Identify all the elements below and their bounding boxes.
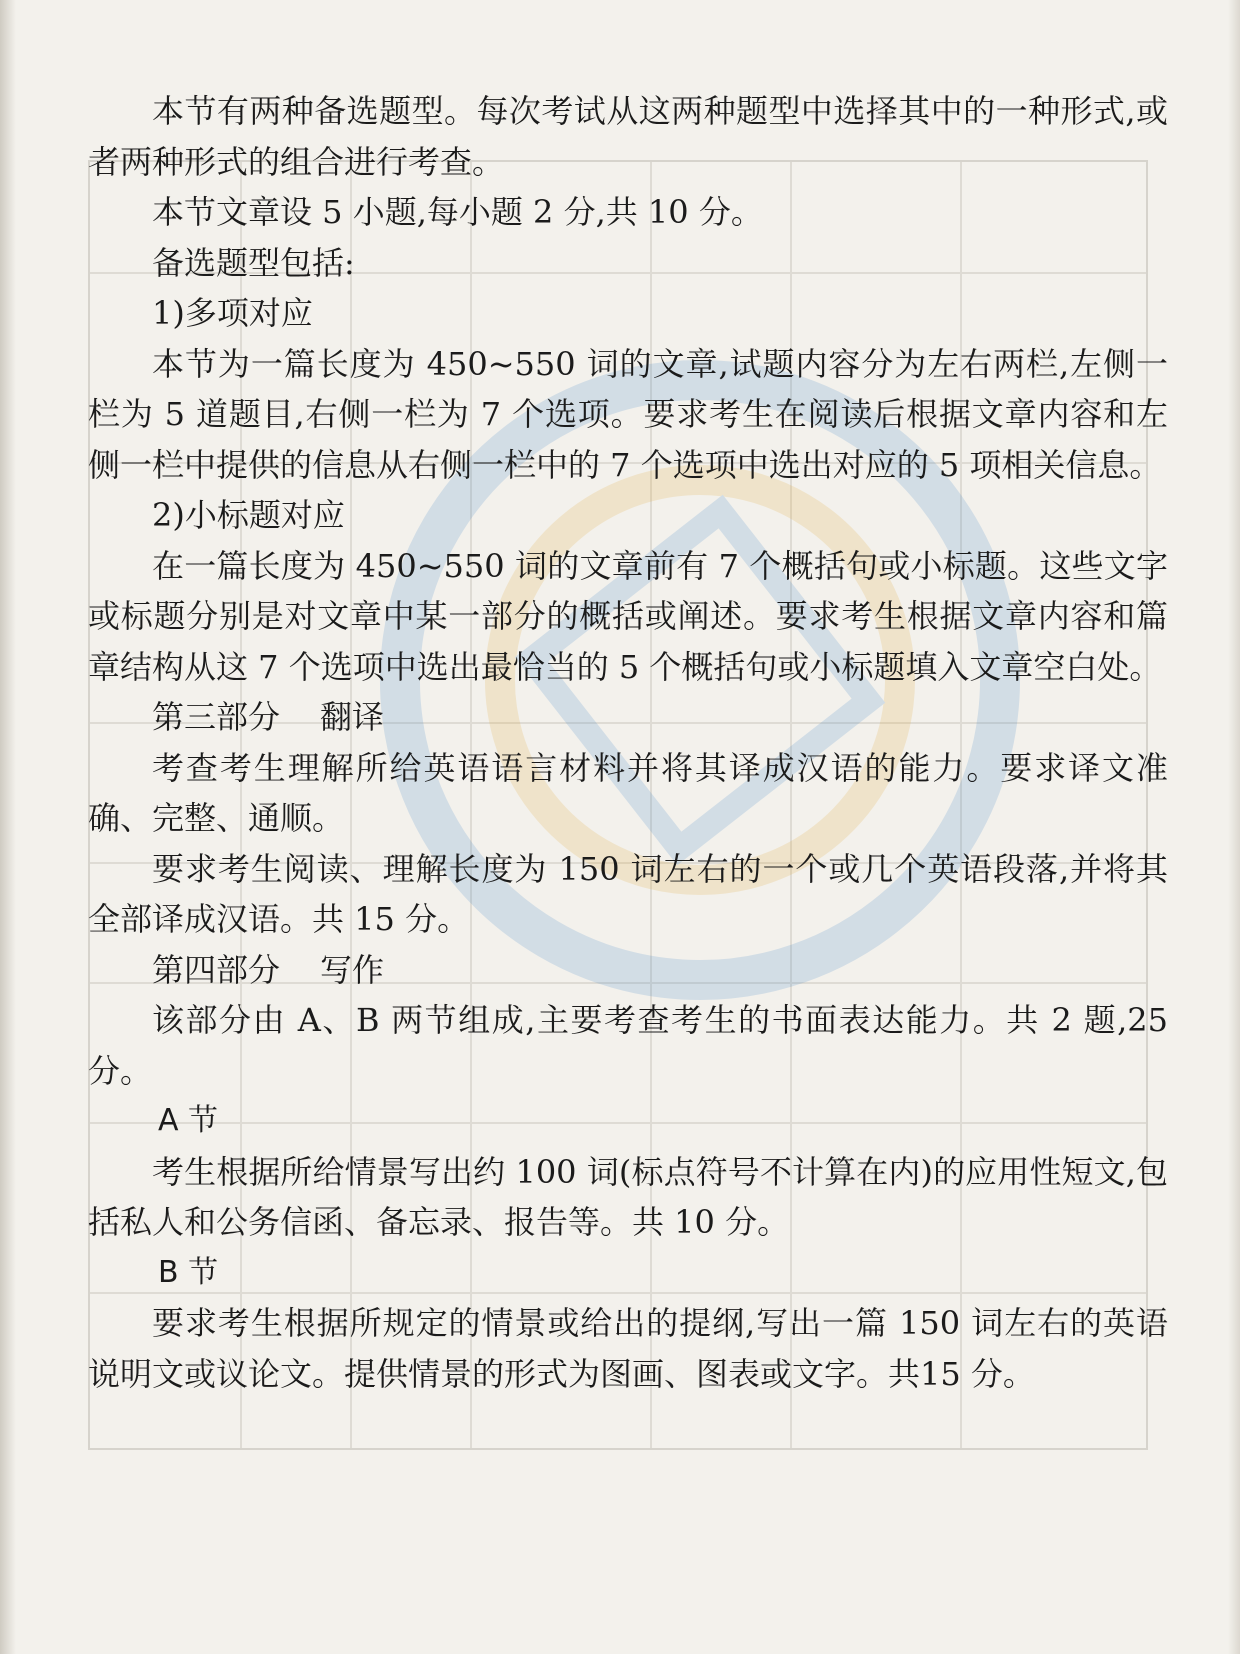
list-item-multiple-matching: 1)多项对应 <box>152 294 313 332</box>
paragraph-scoring: 本节文章设 5 小题,每小题 2 分,共 10 分。 <box>152 193 763 231</box>
section-title: 翻译 <box>320 698 385 736</box>
section-number: 第三部分 <box>152 698 281 736</box>
paragraph-section-b: 要求考生根据所规定的情景或给出的提纲,写出一篇 150 词左右的英语说明文或议论文。提供情景的形式为图画、图表或文字。共15 分。 <box>88 1304 1168 1393</box>
page-right-edge <box>1228 0 1240 1654</box>
list-item-heading-matching: 2)小标题对应 <box>152 496 345 534</box>
subsection-heading-b: B 节 <box>158 1254 219 1290</box>
section-heading-translation <box>88 692 1168 743</box>
section-number: 第四部分 <box>152 950 281 989</box>
paragraph-translation-task: 要求考生阅读、理解长度为 150 词左右的一个或几个英语段落,并将其全部译成汉语。共 15 分。 <box>88 849 1168 938</box>
section-title: 写作 <box>320 950 385 989</box>
paragraph-question-types: 本节有两种备选题型。每次考试从这两种题型中选择其中的一种形式,或者两种形式的组合进行考查。 <box>88 92 1168 181</box>
paragraph-translation-goal: 考查考生理解所给英语语言材料并将其译成汉语的能力。要求译文准确、完整、通顺。 <box>88 748 1168 837</box>
paragraph-options-intro: 备选题型包括: <box>152 243 355 282</box>
document-body <box>88 86 1168 1399</box>
page-binding-edge <box>0 0 16 1654</box>
subsection-heading-a: A 节 <box>158 1103 219 1138</box>
paragraph-section-a: 考生根据所给情景写出约 100 词(标点符号不计算在内)的应用性短文,包括私人和公务信函、备忘录、报告等。共 10 分。 <box>88 1152 1168 1241</box>
paragraph-multiple-matching: 本节为一篇长度为 450~550 词的文章,试题内容分为左右两栏,左侧一栏为 5 道题目,右侧一栏为 7 个选项。要求考生在阅读后根据文章内容和左侧一栏中提供的信息从右侧一栏中的 7 个选项中选出对应的 5 项相关信息。 <box>88 344 1168 484</box>
paragraph-writing-overview: 该部分由 A、B 两节组成,主要考查考生的书面表达能力。共 2 题,25 分。 <box>88 1001 1168 1090</box>
paragraph-heading-matching: 在一篇长度为 450~550 词的文章前有 7 个概括句或小标题。这些文字或标题分别是对文章中某一部分的概括或阐述。要求考生根据文章内容和篇章结构从这 7 个选项中选出最恰当的 5 个概括句或小标题填入文章空白处。 <box>88 546 1168 686</box>
section-heading-writing <box>88 945 1168 996</box>
